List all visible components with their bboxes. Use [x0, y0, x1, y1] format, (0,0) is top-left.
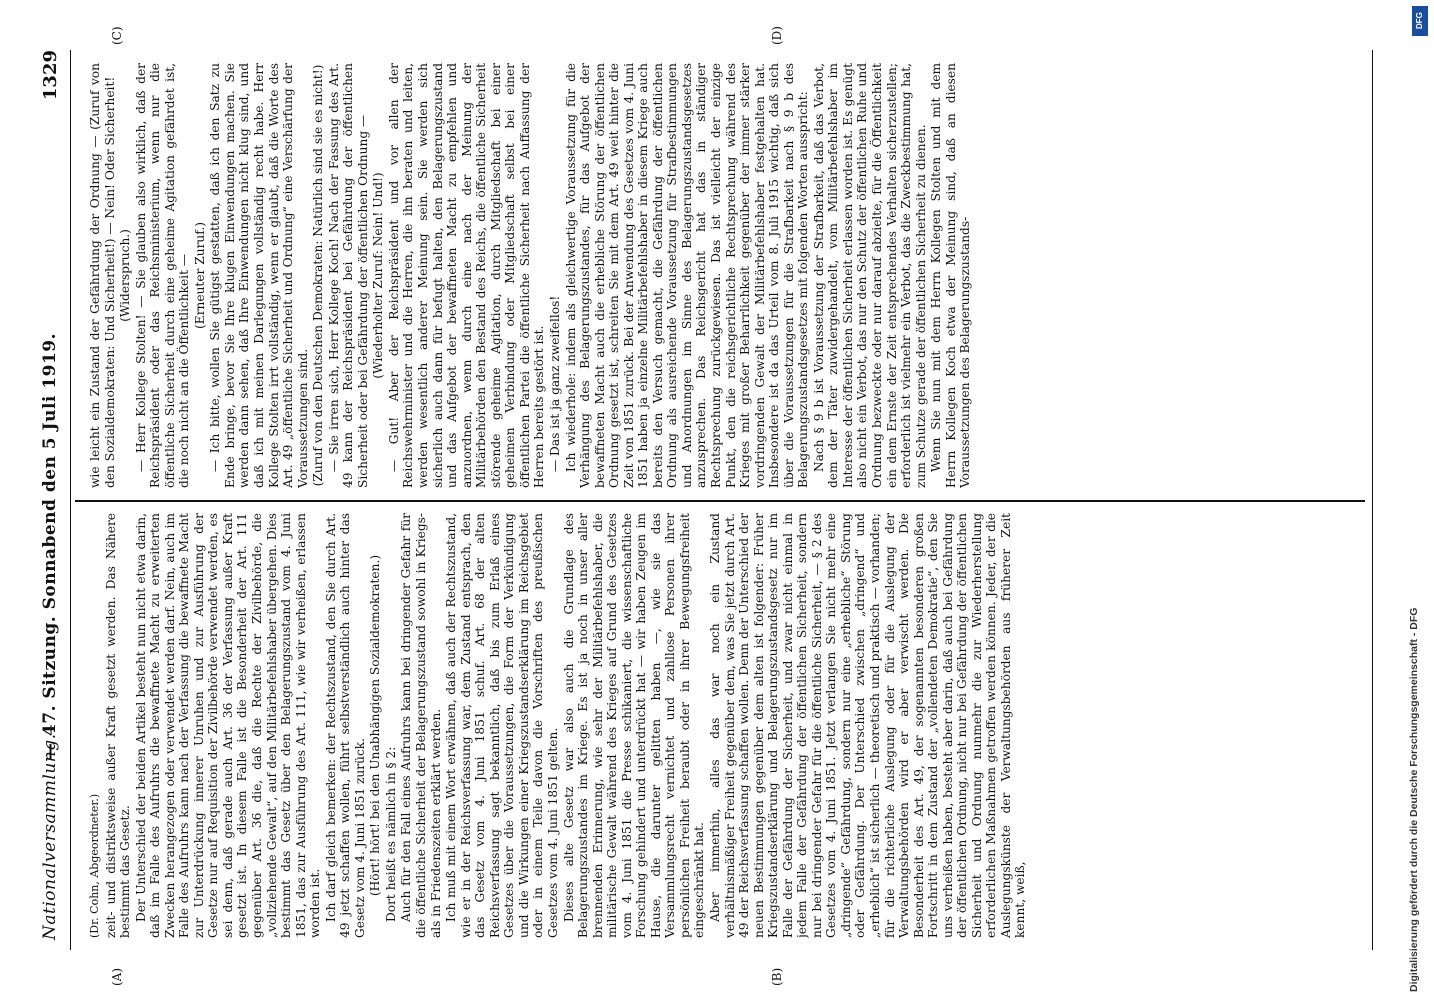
digitization-note-text: Digitalisierung gefördert durch die Deutsche Forschungsgemeinschaft - DFG	[1408, 607, 1420, 992]
left-column	[88, 513, 1368, 938]
header-title: Nationalversammlung.	[40, 733, 60, 940]
quotation: Auch für den Fall eines Aufruhrs kann bei dringender Gefahr für die öffentliche Sicherheit der Belagerungszustand sowohl in Kriegs- als in Friedenszeiten erklärt werden.	[399, 513, 443, 938]
paragraph: Aber immerhin, alles das war noch ein Zustand verhältnismäßiger Freiheit gegenüber dem, was Sie jetzt durch Art. 49 der Reichsverfassung schaffen wollen. Denn der Unterschied der neuen Bestimmungen gegenüber dem alten ist folgender: Früher Kriegszustandserklärung und Belagerungszustandsgesetz nur im Falle der Gefährdung der Sicherheit, und zwar nicht einmal in jedem Falle der Gefährdung der öffentlichen Sicherheit, sondern nur bei dringender Gefahr für die öffentliche Sicherheit, — § 2 des Gesetzes vom 4. Juni 1851. Jetzt verlangen Sie nicht mehr eine „dringende“ Gefährdung, sondern nur eine „erhebliche“ Störung oder Gefährdung. Der Unterschied zwischen „dringend“ und „erheblich“ ist sicherlich — theoretisch und praktisch — vorhanden; für die richterliche Auslegung oder für die Auslegung der Verwaltungsbehörden wird er aber verwischt werden. Die Besonderheit des Art. 49, der sogenannten besonderen großen Fortschritt in dem Zustand der „vollendeten Demokratie“, den Sie uns verheißen haben, besteht aber darin, daß auch bei Gefährdung der öffentlichen Ordnung, nicht nur bei Gefährdung der öffentlichen Sicherheit und Ordnung nunmehr die zur Wiederherstellung erforderlichen Maßnahmen getroffen werden können. Jeder, der die Auslegungskünste der Verwaltungsbehörden aus früherer Zeit kennt, weiß,	[707, 513, 1028, 938]
speaker-label: (Dr. Cohn, Abgeordneter.)	[88, 793, 101, 938]
margin-letter-b: (B)	[770, 967, 784, 986]
paragraph: wie leicht ein Zustand der Gefährdung der Ordnung — (Zuruf von den Sozialdemokraten: Und Sicherheit!) — Nein! Oder Sicherheit!	[88, 63, 117, 488]
header-rule	[70, 50, 71, 950]
header-session-date: — 47. Sitzung. Sonnabend den 5 Juli 1919.	[40, 332, 60, 760]
page-number: 1329	[40, 50, 61, 101]
paragraph: Der Unterschied der beiden Artikel besteht nun nicht etwa darin, daß im Falle des Aufruhrs die bewaffnete Macht zu erweiterten Zwecken herangezogen oder verwendet werden darf. Nein, auch im Falle des Aufruhrs kann nach der Verfassung die bewaffnete Macht zur Unterdrückung innerer Unruhen und zur Ausführung der Gesetze nur auf Requisition der Zivilbehörde verwendet werden, es sei denn, daß gerade auch Art. 36 der Verfassung außer Kraft gesetzt ist. In diesem Falle ist die Besonderheit der Art. 111 gegenüber Art. 36 die, daß die Rechte der Zivilbehörde, die „vollziehende Gewalt“, auf den Militärbefehlshaber übergehen. Dies bestimmt das Gesetz über den Belagerungszustand vom 4. Juni 1851, das zur Ausführung des Art. 111, wie wir verheißen, erlassen worden ist.	[133, 513, 323, 938]
paragraph: Ich muß mit einem Wort erwähnen, daß auch der Rechtszustand, wie er in der Reichsverfassung war, dem Zustand entsprach, den das Gesetz vom 4. Juni 1851 schuf. Art. 68 der alten Reichsverfassung sagt bekanntlich, daß bis zum Erlaß eines Gesetzes über die Voraussetzungen, die Form der Verkündigung und die Wirkungen einer Kriegszustandserklärung im Reichsgebiet oder in einem Teile davon die Vorschriften des preußischen Gesetzes vom 4. Juni 1851 gelten.	[444, 513, 560, 938]
paragraph: zeit- und distriktsweise außer Kraft gesetzt werden. Das Nähere bestimmt das Gesetz.	[103, 513, 133, 938]
paragraph: Wenn Sie nun mit dem Herrn Kollegen Stolten und mit dem Herrn Kollegen Koch etwa der Meinung sind, daß an diesen Voraussetzungen des Belagerungszustands-	[929, 63, 973, 488]
paragraph: — Sie irren sich, Herr Kollege Koch! Nach der Fassung des Art. 49 kann der Reichspräsident bei Gefährdung der öffentlichen Sicherheit oder bei Gefährdung der öffentlichen Ordnung —	[326, 63, 370, 488]
margin-letter-c: (C)	[110, 26, 124, 45]
interjection: (Zuruf von den Deutschen Demokraten: Natürlich sind sie es nicht!)	[311, 64, 326, 487]
interjection: (Erneuter Zuruf.)	[192, 222, 207, 329]
paragraph: Ich darf gleich bemerken: der Rechtszustand, den Sie durch Art. 49 jetzt schaffen wollen, führt selbstverständlich auch hinter das Gesetz vom 4. Juni 1851 zurück.	[323, 513, 367, 938]
interjection: (Widerspruch.)	[118, 229, 133, 322]
interjection: (Wiederholter Zuruf: Nein! Und!)	[371, 172, 386, 379]
paragraph: — Ich bitte, wollen Sie gütigst gestatten, daß ich den Satz zu Ende bringe, bevor Sie Ihre klugen Einwendungen machen. Sie werden dann sehen, daß Ihre Einwendungen nicht klug sind, und daß ich mit meinen Darlegungen vollständig recht habe. Herr Kollege Stolten irrt vollständig, wenn er glaubt, daß die Worte des Art. 49 „öffentliche Sicherheit und Ordnung“ eine Verschärfung der Voraussetzungen sind.	[208, 63, 310, 488]
paragraph: Dort heißt es nämlich in § 2:	[383, 746, 398, 922]
right-column	[88, 63, 1368, 488]
paragraph: — Das ist ja ganz zweifellos!	[547, 295, 562, 472]
dfg-logo: DFG	[1412, 6, 1428, 36]
paragraph: — Herr Kollege Stolten! — Sie glauben also wirklich, daß der Reichspräsident oder das Reichsministerium, wenn nur die öffentliche Sicherheit durch eine geheime Agitation gefährdet ist, die noch nicht an die Öffentlichkeit —	[133, 63, 192, 488]
paragraph: — Gut! Aber der Reichspräsident und vor allen der Reichswehrminister und die Herren, die ihn beraten und leiten, werden wesentlich anderer Meinung sein. Sie werden sich sicherlich auch dann für befugt halten, den Belagerungszustand und das Aufgebot der bewaffneten Macht zu empfehlen und anzuordnen, wenn durch eine nach der Meinung der Militärbehörden den Bestand des Reichs, die öffentliche Sicherheit störende geheime Agitation, durch Mitgliedschaft bei einer geheimen Verbindung oder Mitgliedschaft selbst bei einer öffentlichen Partei die öffentliche Sicherheit nach Auffassung der Herren bereits gestört ist.	[386, 63, 547, 488]
quotation: Nach § 9 b ist Voraussetzung der Strafbarkeit, daß das Verbot, dem der Täter zuwidergehandelt, vom Militärbefehlshaber im Interesse der öffentlichen Sicherheit erlassen worden ist. Es genügt also nicht ein Verbot, das nur den Schutz der öffentlichen Ruhe und Ordnung bezweckte oder nur darauf abzielte, für die Öffentlichkeit ein dem Ernste der Zeit entsprechendes Verhalten sicherzustellen; erforderlich ist vielmehr ein Verbot, das die Zweckbestimmung hat, zum Schutze gerade der öffentlichen Sicherheit zu dienen.	[811, 63, 928, 488]
margin-letter-a: (A)	[110, 967, 124, 986]
digitization-note	[1408, 8, 1432, 992]
bottom-rule	[1372, 50, 1373, 950]
paragraph: Dieses alte Gesetz war also auch die Grundlage des Belagerungszustandes im Kriege. Es ist ja noch in unser aller brennenden Erinnerung, wie sehr der Militärbefehlshaber, die militärische Gewalt während des Krieges auf Grund des Gesetzes vom 4. Juni 1851 die Presse schikaniert, die wissenschaftliche Forschung gehindert und unterdrückt hat — wir haben Zeugen im Hause, die darunter gelitten haben —, wie sie das Versammlungsrecht vernichtet und zahllose Personen ihrer persönlichen Freiheit beraubt oder in ihrer Bewegungsfreiheit eingeschränkt hat.	[561, 513, 707, 938]
column-divider	[75, 500, 1365, 502]
page-header	[0, 0, 78, 1000]
paragraph: Ich wiederhole: indem als gleichwertige Voraussetzung für die Verhängung des Belagerungszustandes, für das Aufgebot der bewaffneten Macht auch die erhebliche Störung der öffentlichen Ordnung gesetzt ist, schreiten Sie mit dem Art. 49 weit hinter die Zeit von 1851 zurück. Bei der Anwendung des Gesetzes vom 4. Juni 1851 haben ja einzelne Militärbefehlshaber in diesem Kriege auch bereits den Versuch gemacht, die Gefährdung der öffentlichen Ordnung als ausreichende Voraussetzung für Strafbestimmungen und Anordnungen im Sinne des Belagerungszustandsgesetzes anzusprechen. Das Reichsgericht hat das in ständiger Rechtsprechung zurückgewiesen. Das ist vielleicht der einzige Punkt, den die reichsgerichtliche Rechtsprechung während des Krieges mit großer Beharrlichkeit gegenüber der immer stärker vordringenden Gewalt der Militärbefehlshaber festgehalten hat. Insbesondere ist da das Urteil vom 8. Juli 1915 wichtig, daß sich über die Voraussetzungen für die Strafbarkeit nach § 9 b des Belagerungszustandsgesetzes mit folgenden Worten ausspricht:	[563, 63, 811, 488]
interjection: (Hört! hört! bei den Unabhängigen Sozialdemokraten.)	[368, 554, 383, 897]
margin-letter-d: (D)	[770, 26, 784, 45]
